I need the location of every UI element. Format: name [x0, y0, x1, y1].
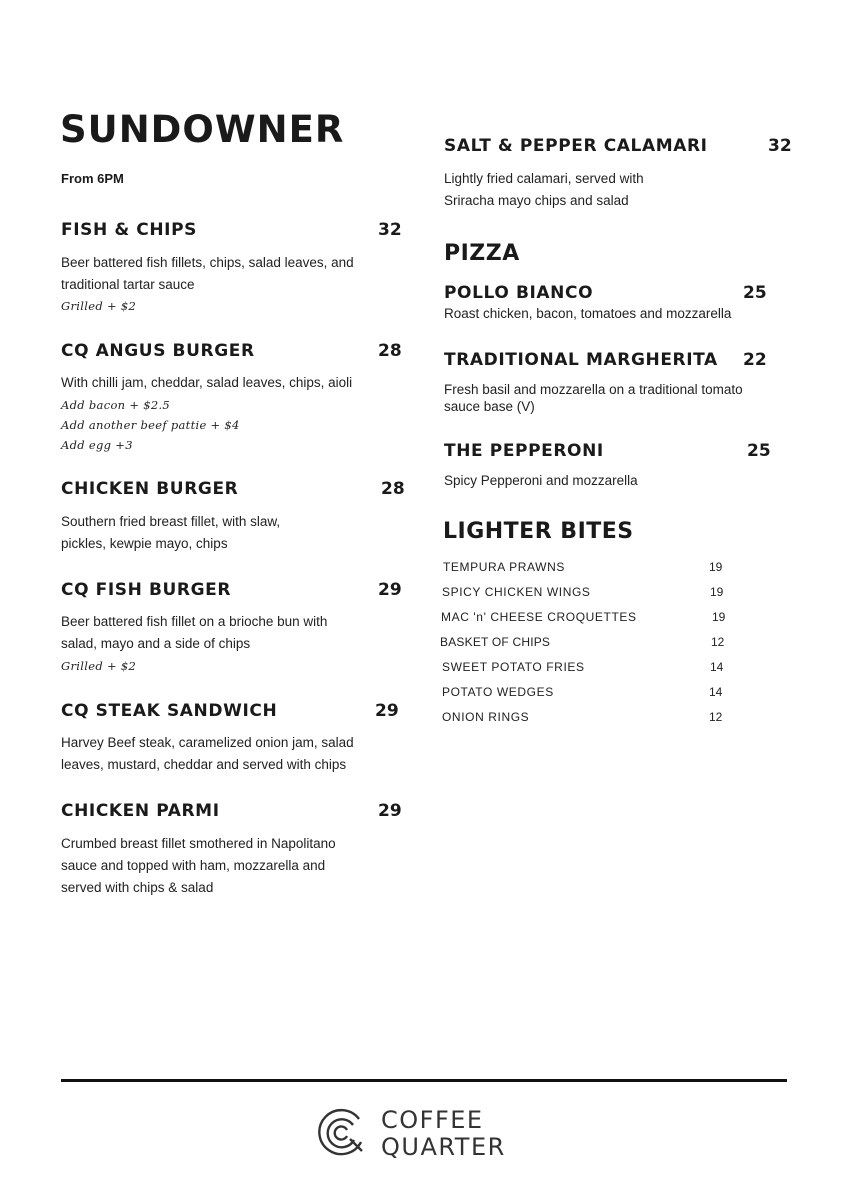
bite-price: 12 — [711, 635, 725, 649]
item-extras: Grilled + $2 — [61, 299, 137, 313]
item-price: 32 — [378, 220, 402, 240]
section-heading-lighter-bites: LIGHTER BITES — [443, 519, 634, 544]
item-description: Beer battered fish fillet on a brioche bun with salad, mayo and a side of chips — [61, 614, 328, 651]
footer-divider — [61, 1079, 787, 1082]
item-name: THE PEPPERONI — [444, 441, 604, 461]
item-name: SALT & PEPPER CALAMARI — [444, 136, 708, 156]
item-description: Crumbed breast fillet smothered in Napolitano sauce and topped with ham, mozzarella and served with chips & salad — [61, 836, 336, 895]
item-name: CHICKEN PARMI — [61, 801, 220, 821]
item-price: 25 — [747, 441, 771, 461]
item-name: CQ ANGUS BURGER — [61, 341, 255, 361]
item-extras: Grilled + $2 — [61, 659, 137, 673]
brand-line-2: QUARTER — [381, 1133, 506, 1161]
item-name: CQ FISH BURGER — [61, 580, 232, 600]
item-description: Lightly fried calamari, served with Sriracha mayo chips and salad — [444, 171, 644, 208]
item-name: TRADITIONAL MARGHERITA — [444, 350, 718, 370]
item-name: CHICKEN BURGER — [61, 479, 239, 499]
item-description: Roast chicken, bacon, tomatoes and mozzarella — [444, 306, 732, 321]
bite-price: 19 — [709, 560, 723, 574]
item-price: 29 — [378, 580, 402, 600]
item-price: 22 — [743, 350, 767, 370]
bite-name: POTATO WEDGES — [442, 685, 554, 699]
page-title: SUNDOWNER — [60, 108, 345, 151]
bite-price: 19 — [712, 610, 726, 624]
coffee-quarter-logo-icon — [316, 1106, 368, 1158]
item-name: FISH & CHIPS — [61, 220, 198, 240]
item-description: Spicy Pepperoni and mozzarella — [444, 473, 638, 488]
bite-name: BASKET OF CHIPS — [440, 635, 551, 649]
item-description: Southern fried breast fillet, with slaw, pickles, kewpie mayo, chips — [61, 514, 281, 551]
brand-line-1: COFFEE — [381, 1106, 484, 1134]
bite-name: SPICY CHICKEN WINGS — [442, 585, 591, 599]
item-description: Harvey Beef steak, caramelized onion jam, salad leaves, mustard, cheddar and served with chips — [61, 735, 354, 772]
item-description: With chilli jam, cheddar, salad leaves, chips, aioli — [61, 375, 353, 390]
item-price: 25 — [743, 283, 767, 303]
service-time: From 6PM — [61, 171, 124, 186]
item-description: Fresh basil and mozzarella on a traditional tomato sauce base (V) — [444, 382, 743, 414]
bite-price: 19 — [710, 585, 724, 599]
section-heading-pizza: PIZZA — [444, 241, 520, 266]
bite-name: ONION RINGS — [442, 710, 530, 724]
item-price: 29 — [375, 701, 399, 721]
item-price: 28 — [381, 479, 405, 499]
bite-price: 12 — [709, 710, 723, 724]
bite-price: 14 — [709, 685, 723, 699]
item-price: 28 — [378, 341, 402, 361]
bite-name: TEMPURA PRAWNS — [443, 560, 565, 574]
bite-name: SWEET POTATO FRIES — [442, 660, 585, 674]
brand-name — [381, 1107, 506, 1161]
item-price: 32 — [768, 136, 792, 156]
item-name: POLLO BIANCO — [444, 283, 594, 303]
item-extras: Add bacon + $2.5 Add another beef pattie + $4 Add egg +3 — [61, 398, 240, 452]
item-description: Beer battered fish fillets, chips, salad leaves, and traditional tartar sauce — [61, 255, 354, 292]
bite-price: 14 — [710, 660, 724, 674]
item-price: 29 — [378, 801, 402, 821]
item-name: CQ STEAK SANDWICH — [61, 701, 278, 721]
bite-name: MAC 'n' CHEESE CROQUETTES — [441, 610, 637, 624]
